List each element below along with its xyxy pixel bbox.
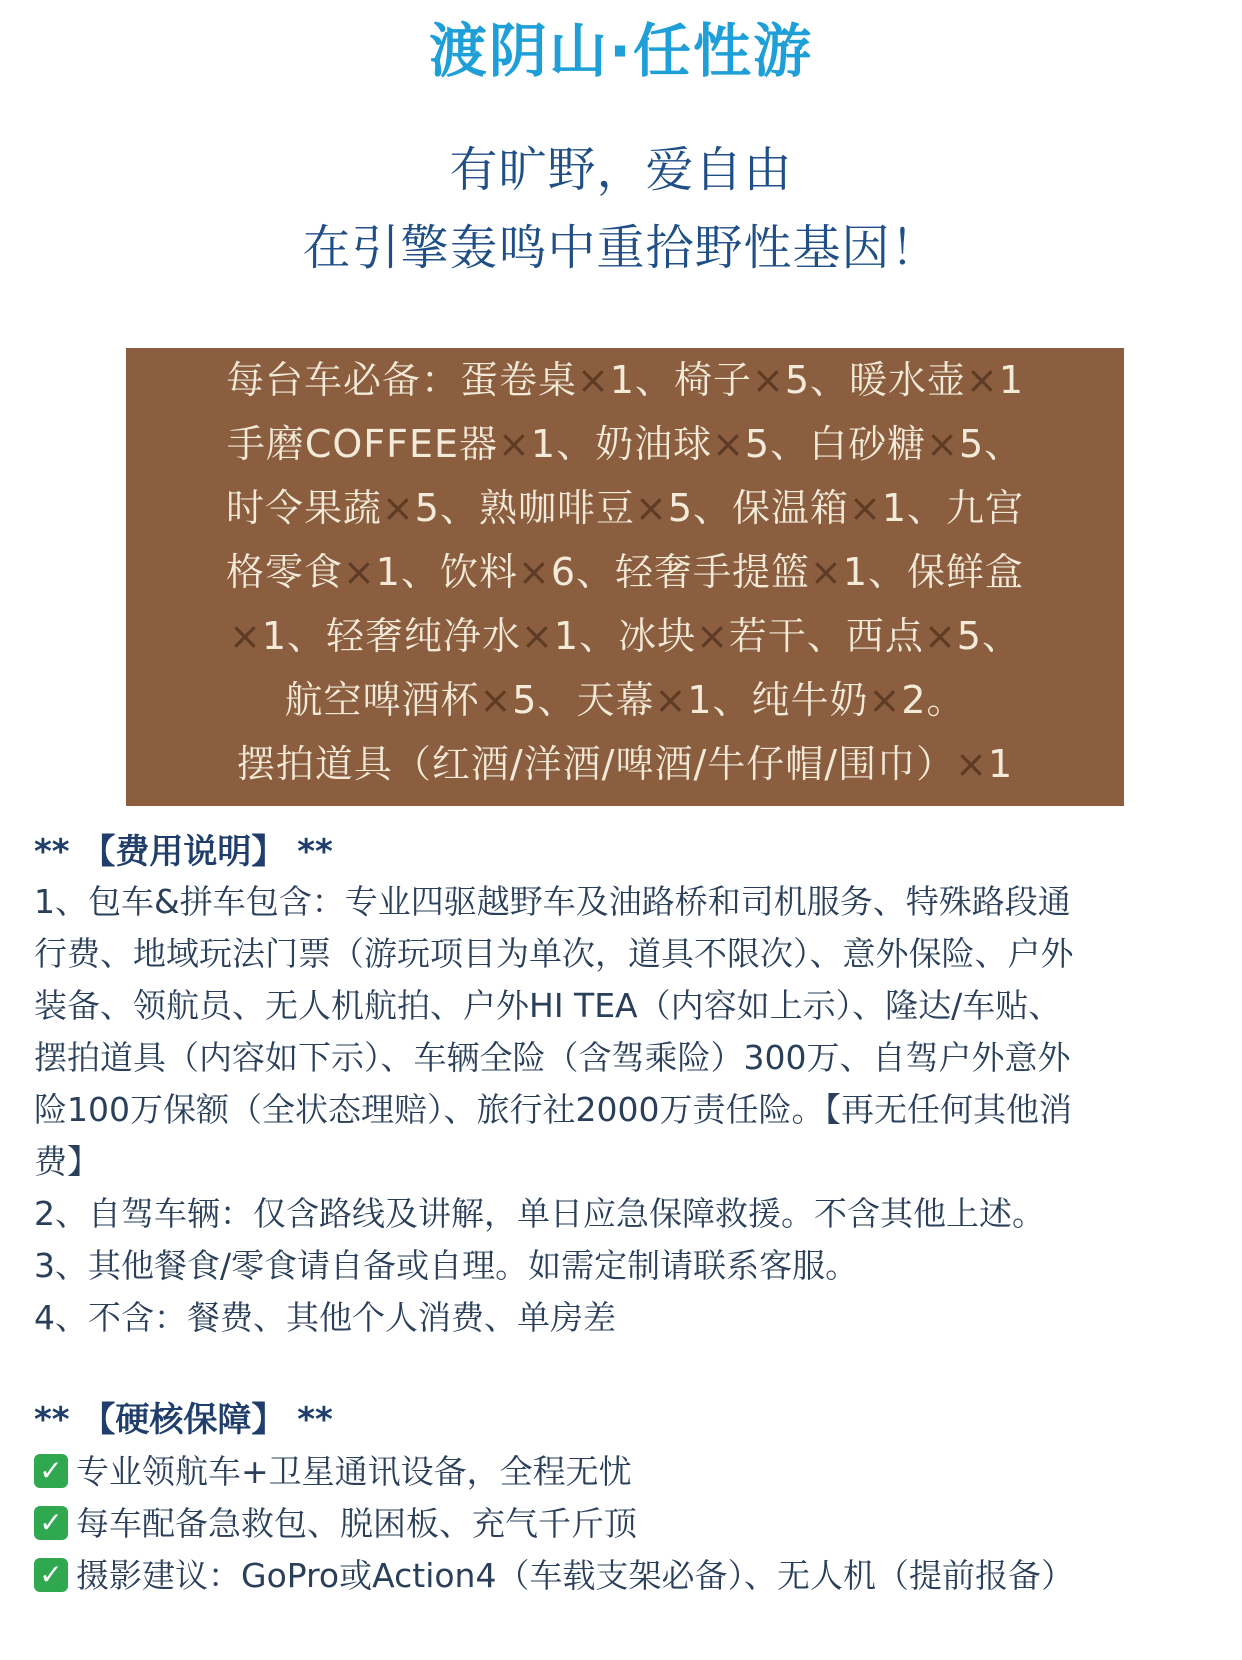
equipment-kit-text: 摆拍道具（红酒/洋酒/啤酒/牛仔帽/围巾）	[236, 742, 956, 786]
equipment-kit-line	[126, 738, 1124, 790]
fees-item-1-line: 装备、领航员、无人机航拍、户外HI TEA（内容如上示）、隆达/车贴、	[34, 986, 1062, 1025]
fees-item-4: 4、不含：餐费、其他个人消费、单房差	[34, 1298, 616, 1337]
multiply-icon: ×	[923, 614, 957, 658]
multiply-icon: ×	[479, 678, 513, 722]
equipment-kit-text: 5、熟咖啡豆	[414, 486, 635, 530]
equipment-kit-text: 1、奶油球	[530, 422, 713, 466]
fees-item-1-line: 费】	[34, 1142, 100, 1181]
page-title: 渡阴山·任性游	[428, 17, 814, 85]
multiply-icon: ×	[712, 422, 745, 466]
multiply-icon: ×	[868, 678, 902, 722]
fees-item-1-line: 摆拍道具（内容如下示）、车辆全险（含驾乘险）300万、自驾户外意外	[34, 1038, 1071, 1077]
guarantee-item-text: 每车配备急救包、脱困板、充气千斤顶	[76, 1504, 637, 1543]
slogan-line-2: 在引擎轰鸣中重拾野性基因！	[302, 220, 940, 276]
equipment-kit-text: 1、椅子	[609, 358, 752, 402]
multiply-icon: ×	[810, 550, 843, 594]
equipment-kit-text: 6、轻奢手提篮	[550, 550, 811, 594]
equipment-kit-text: 1	[987, 742, 1014, 786]
fees-item-3: 3、其他餐食/零食请自备或自理。如需定制请联系客服。	[34, 1246, 859, 1285]
multiply-icon: ×	[381, 486, 415, 530]
equipment-kit-text: 5、白砂糖	[744, 422, 927, 466]
equipment-kit-text: 1、纯牛奶	[687, 678, 869, 722]
multiply-icon: ×	[751, 358, 785, 402]
equipment-kit-text: 1	[998, 358, 1025, 402]
multiply-icon: ×	[634, 486, 668, 530]
equipment-kit-text: 5、	[956, 614, 1021, 658]
equipment-kit-text: 时令果蔬	[225, 486, 382, 530]
equipment-kit-text: 5、暖水壶	[784, 358, 967, 402]
equipment-kit-text: 5、保温箱	[667, 486, 850, 530]
fees-item-1	[34, 876, 1214, 1188]
fees-item-2: 2、自驾车辆：仅含路线及讲解，单日应急保障救援。不含其他上述。	[34, 1194, 1045, 1233]
equipment-kit-text: 航空啤酒杯	[284, 678, 480, 722]
fees-section-title: ** 【费用说明】 **	[34, 832, 333, 872]
multiply-icon: ×	[342, 550, 376, 594]
multiply-icon: ×	[229, 614, 262, 658]
check-mark-icon: ✓	[34, 1558, 68, 1592]
multiply-icon: ×	[955, 742, 988, 786]
check-mark-icon: ✓	[34, 1506, 68, 1540]
equipment-kit-line	[126, 610, 1124, 662]
fees-item-1-line: 险100万保额（全状态理赔）、旅行社2000万责任险。【再无任何其他消	[34, 1090, 1072, 1129]
guarantee-item-text: 专业领航车+卫星通讯设备，全程无忧	[76, 1452, 632, 1491]
guarantee-item-text: 摄影建议：GoPro或Action4（车载支架必备）、无人机（提前报备）	[76, 1556, 1074, 1595]
multiply-icon: ×	[926, 422, 959, 466]
multiply-icon: ×	[696, 614, 729, 658]
equipment-kit-line	[126, 354, 1124, 406]
guarantee-item	[34, 1550, 1074, 1602]
equipment-kit-text: 5、	[958, 422, 1024, 466]
equipment-kit-line	[126, 418, 1124, 470]
equipment-kit-text: 1、轻奢纯净水	[261, 614, 522, 658]
multiply-icon: ×	[849, 486, 882, 530]
multiply-icon: ×	[498, 422, 531, 466]
slogan-line-1: 有旷野，爱自由	[449, 142, 793, 198]
equipment-kit-text: 1、保鲜盒	[842, 550, 1025, 594]
equipment-kit-text: 5、天幕	[512, 678, 655, 722]
equipment-kit-line	[126, 482, 1124, 534]
guarantee-section-title: ** 【硬核保障】 **	[34, 1400, 333, 1440]
equipment-kit-text: 2。	[901, 678, 966, 722]
equipment-kit-line	[126, 546, 1124, 598]
equipment-kit-text: 手磨COFFEE器	[226, 422, 499, 466]
equipment-kit-text: 1、冰块	[553, 614, 697, 658]
multiply-icon: ×	[517, 550, 551, 594]
fees-item-1-line: 1、包车&拼车包含：专业四驱越野车及油路桥和司机服务、特殊路段通	[34, 882, 1071, 921]
equipment-kit-text: 每台车必备：蛋卷桌	[225, 358, 577, 402]
guarantee-item	[34, 1446, 632, 1498]
equipment-kit-text: 1、饮料	[375, 550, 518, 594]
equipment-kit-text: 若干、西点	[728, 614, 924, 658]
multiply-icon: ×	[576, 358, 610, 402]
check-mark-icon: ✓	[34, 1454, 68, 1488]
equipment-kit-text: 1、九宫	[881, 486, 1025, 530]
fees-item-1-line: 行费、地域玩法门票（游玩项目为单次，道具不限次）、意外保险、户外	[34, 934, 1074, 973]
equipment-kit-line	[126, 674, 1124, 726]
equipment-kit-text: 格零食	[225, 550, 343, 594]
multiply-icon: ×	[654, 678, 688, 722]
equipment-kit-box	[126, 348, 1124, 806]
guarantee-item	[34, 1498, 637, 1550]
multiply-icon: ×	[966, 358, 999, 402]
multiply-icon: ×	[521, 614, 554, 658]
